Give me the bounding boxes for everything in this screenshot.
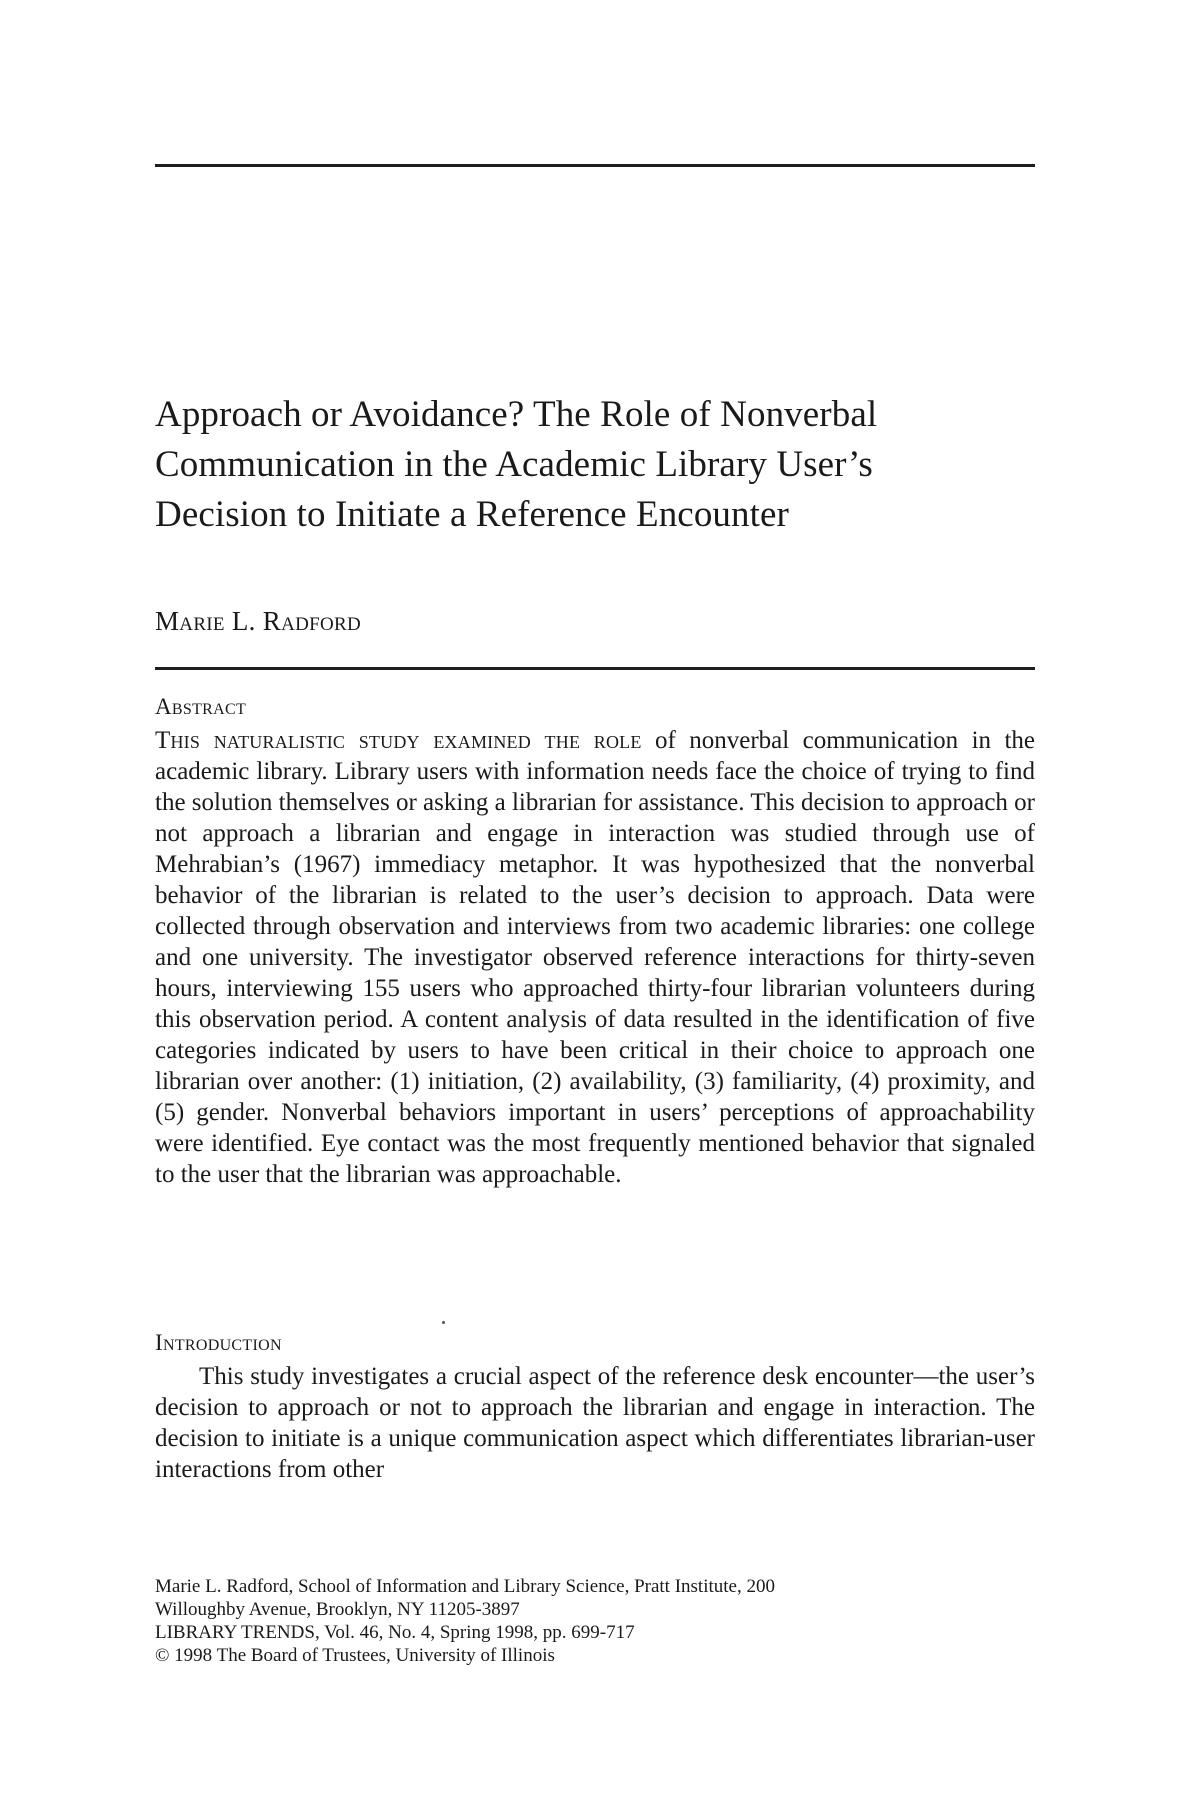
title-line: Decision to Initiate a Reference Encounter (155, 494, 789, 535)
top-rule (155, 164, 1035, 167)
footnote-affiliation-line1: Marie L. Radford, School of Information and Library Science, Pratt Institute, 200 (155, 1576, 775, 1597)
article-title (155, 390, 1055, 540)
abstract-heading: Abstract (155, 694, 247, 719)
stray-dot (442, 1321, 445, 1324)
footnote-copyright: © 1998 The Board of Trustees, University of Illinois (155, 1645, 555, 1666)
abstract-text: of nonverbal communication in the academic library. Library users with information needs face the choice of trying to find the solution themselves or asking a librarian for assistance. This decision to approach or not approach a librarian and engage in interaction was studied through use of Mehrabian’s (1967) immediacy metaphor. It was hypothesized that the nonverbal behavior of the librarian is related to the user’s decision to approach. Data were collected through observation and interviews from two academic libraries: one college and one university. The investigator observed reference interactions for thirty-seven hours, interviewing 155 users who approached thirty-four librarian volunteers during this observation period. A content analysis of data resulted in the identification of five categories indicated by users to have been critical in their choice to approach one librarian over another: (1) initiation, (2) availability, (3) familiarity, (4) proximity, and (5) gender. Nonverbal behaviors important in users’ perceptions of approachability were identified. Eye contact was the most frequently mentioned behavior that signaled to the user that the librarian was approachable. (155, 727, 1035, 1188)
footnote (155, 1575, 1035, 1667)
title-line: Approach or Avoidance? The Role of Nonverbal (155, 394, 878, 435)
footnote-affiliation-line2: Willoughby Avenue, Brooklyn, NY 11205-3897 (155, 1599, 520, 1620)
abstract-body (155, 725, 1035, 1190)
author-name: Marie L. Radford (155, 606, 362, 636)
abstract-lead-in: This naturalistic study examined the role (155, 727, 642, 754)
title-line: Communication in the Academic Library User’s (155, 444, 873, 485)
introduction-body: This study investigates a crucial aspect of the reference desk encounter—the user’s decision to approach or not to approach the librarian and engage in interaction. The decision to initiate is a unique communication aspect which differentiates librarian-user interactions from other (155, 1363, 1035, 1483)
author-rule (155, 667, 1035, 670)
footnote-citation: LIBRARY TRENDS, Vol. 46, No. 4, Spring 1998, pp. 699-717 (155, 1622, 635, 1643)
introduction-heading: Introduction (155, 1330, 282, 1355)
